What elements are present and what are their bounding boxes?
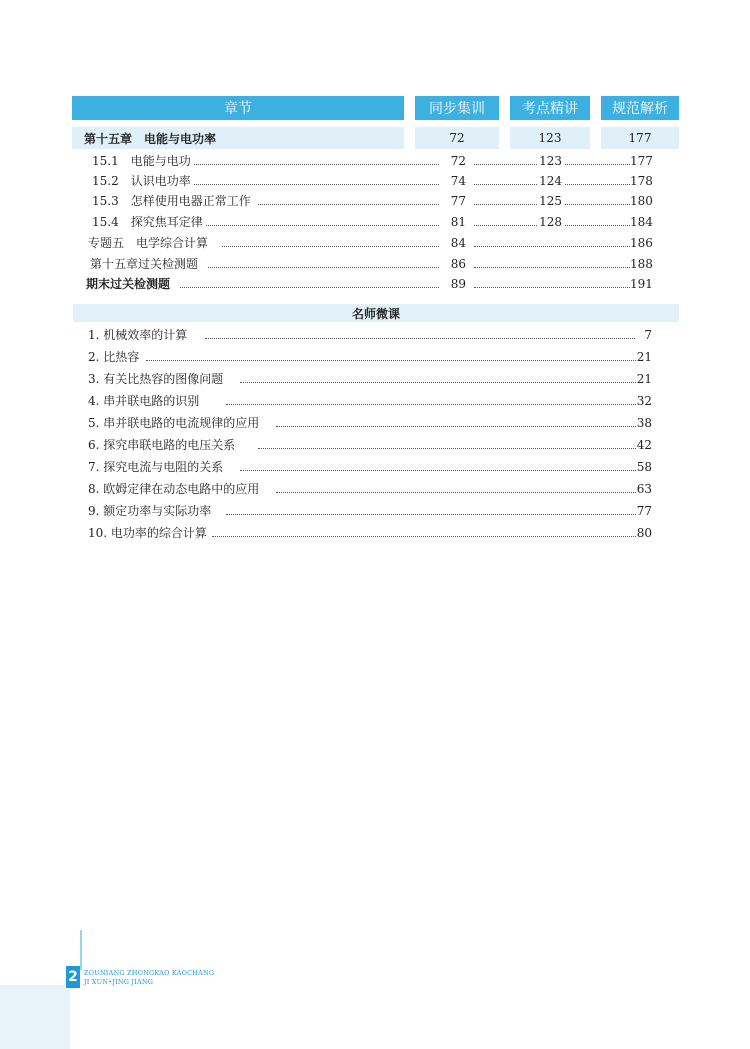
dot-leader (180, 287, 439, 288)
toc-page-norm: 180 (630, 194, 653, 208)
dot-leader (474, 267, 630, 268)
dot-leader (208, 267, 439, 268)
dot-leader (226, 514, 636, 515)
chapter-page-exam: 123 (510, 127, 590, 149)
toc-page-sync: 86 (450, 257, 466, 271)
list-item-label: 8. 欧姆定律在动态电路中的应用 (88, 482, 260, 496)
toc-row (0, 233, 750, 253)
list-item-label: 3. 有关比热容的图像问题 (88, 372, 224, 386)
toc-page-sync: 89 (450, 277, 466, 291)
list-item-label: 7. 探究电流与电阻的关系 (88, 460, 224, 474)
list-item (0, 523, 750, 543)
dot-leader (226, 404, 636, 405)
mingshi-title: 名师微课 (73, 304, 679, 322)
header-exam-points: 考点精讲 (510, 96, 590, 120)
list-item-label: 10. 电功率的综合计算 (88, 526, 207, 540)
toc-page-norm: 188 (630, 257, 653, 271)
toc-page-norm: 177 (630, 154, 653, 168)
toc-page-exam: 123 (539, 154, 562, 168)
dot-leader (474, 184, 537, 185)
dot-leader (240, 470, 636, 471)
list-item-label: 5. 串并联电路的电流规律的应用 (88, 416, 260, 430)
dot-leader (276, 426, 636, 427)
list-item-page: 58 (636, 460, 652, 474)
list-item (0, 325, 750, 345)
toc-label: 期末过关检测题 (86, 277, 171, 291)
dot-leader (258, 204, 439, 205)
toc-row (0, 171, 750, 191)
dot-leader (205, 338, 635, 339)
dot-leader (240, 382, 636, 383)
toc-label: 专题五 电学综合计算 (88, 236, 209, 250)
dot-leader (206, 225, 439, 226)
toc-page-norm: 191 (630, 277, 653, 291)
toc-page-exam: 128 (539, 215, 562, 229)
list-item-page: 38 (636, 416, 652, 430)
dot-leader (212, 536, 636, 537)
page-number: 2 (66, 966, 80, 988)
list-item (0, 435, 750, 455)
toc-page-norm: 184 (630, 215, 653, 229)
dot-leader (258, 448, 636, 449)
list-item-page: 21 (636, 372, 652, 386)
toc-label: 第十五章过关检测题 (90, 257, 199, 271)
toc-page-sync: 77 (450, 194, 466, 208)
dot-leader (194, 164, 439, 165)
toc-page-norm: 178 (630, 174, 653, 188)
toc-page-sync: 84 (450, 236, 466, 250)
header-sync-training: 同步集训 (415, 96, 499, 120)
toc-page-sync: 81 (450, 215, 466, 229)
list-item-page: 21 (636, 350, 652, 364)
dot-leader (565, 164, 630, 165)
dot-leader (474, 204, 537, 205)
chapter-page-norm: 177 (601, 127, 679, 149)
dot-leader (474, 164, 537, 165)
list-item-page: 7 (644, 328, 652, 342)
list-item-page: 77 (636, 504, 652, 518)
dot-leader (146, 360, 636, 361)
list-item (0, 413, 750, 433)
list-item-page: 80 (636, 526, 652, 540)
toc-label: 15.1 电能与电功 (92, 154, 191, 168)
chapter-title: 第十五章 电能与电功率 (72, 127, 404, 149)
list-item (0, 347, 750, 367)
dot-leader (474, 287, 630, 288)
toc-row (0, 254, 750, 274)
chapter-page-sync: 72 (415, 127, 499, 149)
toc-row (0, 274, 750, 294)
dot-leader (194, 184, 439, 185)
toc-row (0, 191, 750, 211)
footer-decor-line (80, 930, 82, 970)
header-norm-analysis: 规范解析 (601, 96, 679, 120)
header-chapter: 章节 (72, 96, 404, 120)
footer-series-line2: JI XUN•JING JIANG (84, 978, 154, 986)
dot-leader (276, 492, 636, 493)
list-item-page: 42 (636, 438, 652, 452)
toc-row (0, 151, 750, 171)
list-item-label: 6. 探究串联电路的电压关系 (88, 438, 236, 452)
dot-leader (474, 225, 537, 226)
list-item-label: 4. 串并联电路的识别 (88, 394, 200, 408)
list-item (0, 369, 750, 389)
dot-leader (565, 204, 630, 205)
list-item-page: 32 (636, 394, 652, 408)
list-item-page: 63 (636, 482, 652, 496)
toc-page-norm: 186 (630, 236, 653, 250)
toc-page-exam: 125 (539, 194, 562, 208)
dot-leader (565, 184, 630, 185)
list-item (0, 457, 750, 477)
dot-leader (565, 225, 630, 226)
toc-page-sync: 74 (450, 174, 466, 188)
toc-page-sync: 72 (450, 154, 466, 168)
toc-page-exam: 124 (539, 174, 562, 188)
list-item (0, 479, 750, 499)
toc-label: 15.2 认识电功率 (92, 174, 191, 188)
list-item-label: 1. 机械效率的计算 (88, 328, 188, 342)
toc-label: 15.3 怎样使用电器正常工作 (92, 194, 251, 208)
dot-leader (474, 246, 630, 247)
dot-leader (222, 246, 439, 247)
toc-label: 15.4 探究焦耳定律 (92, 215, 203, 229)
toc-row (0, 212, 750, 232)
list-item-label: 9. 额定功率与实际功率 (88, 504, 212, 518)
list-item (0, 501, 750, 521)
list-item-label: 2. 比热容 (88, 350, 140, 364)
footer-series-line1: ZOUNIANG ZHONGKAO KAOCHANG (84, 969, 215, 977)
footer-decor-stripe (0, 985, 70, 1049)
list-item (0, 391, 750, 411)
